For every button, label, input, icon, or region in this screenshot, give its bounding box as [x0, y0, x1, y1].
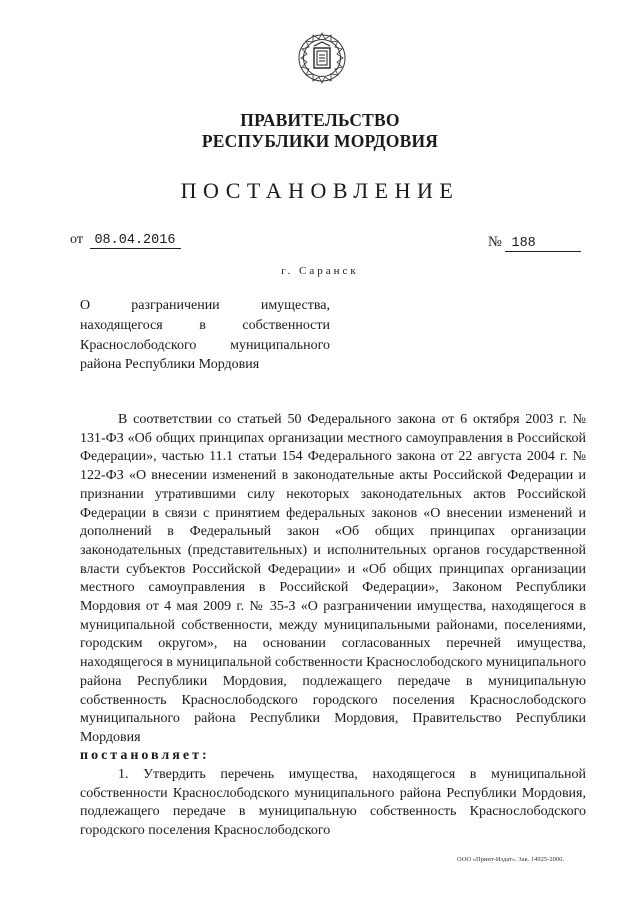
number-label: № [488, 234, 502, 250]
city-name: г. Саранск [281, 265, 359, 277]
coat-of-arms-emblem [296, 28, 348, 88]
document-subject: О разграничении имущества, находящегося в собственности Краснослободского муниципального района Республики Мордовия [80, 298, 330, 373]
item-1-paragraph [80, 766, 586, 841]
document-type-title: ПОСТАНОВЛЕНИЕ [180, 178, 460, 203]
date-label: от [70, 232, 83, 247]
preamble-text: В соответствии со статьей 50 Федерального закона от 6 октября 2003 г. № 131-ФЗ «Об общих принципах организации местного самоуправления в Российской Федерации», частью 11.1 статьи 154 Федерального закона от 22 августа 2004 г. № 122-ФЗ «О внесении изменений в законодательные акты Российской Федерации и признании утратившими силу некоторых законодательных актов Российской Федерации в связи с принятием федеральных законов «О внесении изменений и дополнений в Федеральный закон «Об общих принципах организации законодательных (представительных) и исполнительных органов государственной власти субъектов Российской Федерации» и «Об общих принципах организации местного самоуправления в Российской Федерации», Законом Республики Мордовия от 4 мая 2009 г. № 35-З «О разграничении имущества, находящегося в муниципальной собственности, между муниципальными районами, поселениями, городским округом», на основании согласованных перечней имущества, находящегося в муниципальной собственности Краснослободского муниципального района Республики Мордовия, подлежащего передаче в муниципальную собственность Краснослободского городского поселения Краснослободского муниципального района Республики Мордовия, Правительство Республики Мордовия [80, 412, 586, 745]
government-title-line2: РЕСПУБЛИКИ МОРДОВИЯ [201, 131, 439, 151]
document-date: 08.04.2016 [90, 233, 181, 249]
printer-footnote: ООО «Принт-Издат». Зак. 14925-2000. [457, 856, 564, 863]
document-number: 188 [505, 236, 581, 252]
preamble-paragraph [80, 411, 586, 748]
government-title-line1: ПРАВИТЕЛЬСТВО [240, 110, 400, 130]
resolves-heading: постановляет: [80, 748, 210, 763]
item-1-text: 1. Утвердить перечень имущества, находящегося в муниципальной собственности Краснослободского муниципального района Республики Мордовия, подлежащего передаче в муниципальную собственность Краснослободского городского поселения Краснослободского [80, 767, 586, 839]
number-row [488, 234, 581, 252]
date-row [70, 232, 181, 249]
